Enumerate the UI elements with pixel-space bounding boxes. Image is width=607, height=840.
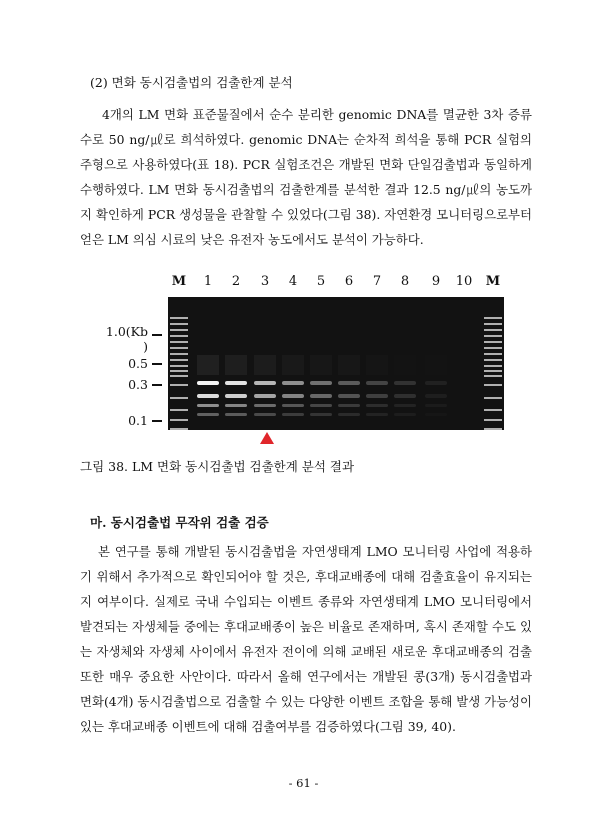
marker-left-band bbox=[170, 317, 188, 319]
lane-2-band bbox=[225, 404, 247, 407]
lane-3-band bbox=[254, 413, 276, 416]
lane-label-1: 1 bbox=[203, 274, 213, 289]
lane-7-band bbox=[366, 413, 388, 416]
marker-left-band bbox=[170, 323, 188, 325]
lane-8-band bbox=[394, 381, 416, 385]
lane-6-band bbox=[338, 404, 360, 407]
marker-right-band bbox=[484, 365, 502, 367]
lane-label-marker-left: M bbox=[171, 274, 187, 289]
lane-5-smear bbox=[310, 355, 332, 375]
lane-4-band bbox=[282, 381, 304, 385]
lane-9-smear bbox=[425, 355, 447, 375]
marker-right-band bbox=[484, 428, 502, 430]
size-tick-0-3 bbox=[152, 384, 162, 386]
lane-4-smear bbox=[282, 355, 304, 375]
lane-1-band bbox=[197, 413, 219, 416]
marker-left-band bbox=[170, 329, 188, 331]
gel-figure bbox=[100, 270, 520, 448]
subsection-heading: (2) 면화 동시검출법의 검출한계 분석 bbox=[90, 75, 293, 90]
lane-5-band bbox=[310, 404, 332, 407]
gel-image bbox=[168, 297, 504, 430]
lane-7-smear bbox=[366, 355, 388, 375]
lane-9-band bbox=[425, 394, 447, 398]
marker-left-band bbox=[170, 375, 188, 377]
lane-label-3: 3 bbox=[260, 274, 270, 289]
lane-2-band bbox=[225, 413, 247, 416]
size-tick-0-1 bbox=[152, 420, 162, 422]
lane-3-smear bbox=[254, 355, 276, 375]
lane-label-2: 2 bbox=[231, 274, 241, 289]
lane-2-smear bbox=[225, 355, 247, 375]
lane-7-band bbox=[366, 404, 388, 407]
size-tick-0-5 bbox=[152, 363, 162, 365]
lane-8-band bbox=[394, 404, 416, 407]
marker-right-band bbox=[484, 409, 502, 411]
detection-limit-marker-icon bbox=[259, 431, 275, 445]
marker-left-band bbox=[170, 353, 188, 355]
size-tick-1kb bbox=[152, 334, 162, 336]
lane-5-band bbox=[310, 394, 332, 398]
lane-5-band bbox=[310, 381, 332, 385]
size-label-0-3: 0.3 bbox=[128, 377, 148, 392]
marker-left-band bbox=[170, 365, 188, 367]
marker-right-band bbox=[484, 384, 502, 386]
lane-4-band bbox=[282, 394, 304, 398]
lane-8-band bbox=[394, 413, 416, 416]
marker-right-band bbox=[484, 317, 502, 319]
lane-label-8: 8 bbox=[400, 274, 410, 289]
size-label-1kb: 1.0(Kb ) bbox=[105, 324, 148, 354]
lane-label-5: 5 bbox=[316, 274, 326, 289]
marker-left-band bbox=[170, 335, 188, 337]
marker-right-band bbox=[484, 323, 502, 325]
size-label-0-1: 0.1 bbox=[128, 413, 148, 428]
lane-1-band bbox=[197, 394, 219, 398]
lane-3-band bbox=[254, 404, 276, 407]
figure-caption: 그림 38. LM 면화 동시검출법 검출한계 분석 결과 bbox=[80, 459, 355, 474]
marker-left-band bbox=[170, 370, 188, 372]
marker-right-band bbox=[484, 353, 502, 355]
lane-7-band bbox=[366, 394, 388, 398]
lane-8-band bbox=[394, 394, 416, 398]
marker-left-band bbox=[170, 409, 188, 411]
marker-right-band bbox=[484, 347, 502, 349]
lane-6-band bbox=[338, 413, 360, 416]
lane-1-smear bbox=[197, 355, 219, 375]
lane-6-band bbox=[338, 394, 360, 398]
page-number: - 61 - bbox=[288, 776, 319, 790]
lane-label-marker-right: M bbox=[485, 274, 501, 289]
marker-left-band bbox=[170, 384, 188, 386]
marker-left-band bbox=[170, 419, 188, 421]
lane-9-band bbox=[425, 413, 447, 416]
marker-right-band bbox=[484, 335, 502, 337]
lane-5-band bbox=[310, 413, 332, 416]
lane-label-4: 4 bbox=[288, 274, 298, 289]
lane-2-band bbox=[225, 394, 247, 398]
lane-3-band bbox=[254, 394, 276, 398]
marker-right-band bbox=[484, 397, 502, 399]
marker-right-band bbox=[484, 370, 502, 372]
paragraph-random-detection: 본 연구를 통해 개발된 동시검출법을 자연생태계 LMO 모니터링 사업에 적용하기 위해서 추가적으로 확인되어야 할 것은, 후대교배종에 대해 검출효율이 유지되는 지 여부이다. 실제로 국내 수입되는 이벤트 종류와 자연생태계 LMO 모니터링에서 발견되는 자생체들 중에는 후대교배종이 높은 비율로 존재하며, 혹시 존재할 수도 있는 자생체와 자생체 사이에서 유전자 전이에 의해 교배된 새로운 후대교배종의 검출 또한 매우 중요한 사안이다. 따라서 올해 연구에서는 개발된 콩(3개) 동시검출법과 면화(4개) 동시검출법으로 검출할 수 있는 다양한 이벤트 조합을 통해 발생 가능성이 있는 후대교배종 이벤트에 대해 검출여부를 검증하였다(그림 39, 40). bbox=[80, 544, 532, 734]
paragraph-detection-limit: 4개의 LM 면화 표준물질에서 순수 분리한 genomic DNA를 멸균한 3차 증류수로 50 ng/㎕로 희석하였다. genomic DNA는 순차적 희석을 통해 PCR 실험의 주형으로 사용하였다(표 18). PCR 실험조건은 개발된 면화 단일검출법과 동일하게 수행하였다. LM 면화 동시검출법의 검출한계를 분석한 결과 12.5 ng/㎕의 농도까지 확인하게 PCR 생성물을 관찰할 수 있었다(그림 38). 자연환경 모니터링으로부터 얻은 LM 의심 시료의 낮은 유전자 농도에서도 분석이 가능하다. bbox=[80, 107, 532, 247]
lane-6-band bbox=[338, 381, 360, 385]
marker-left-band bbox=[170, 347, 188, 349]
marker-left-band bbox=[170, 341, 188, 343]
lane-3-band bbox=[254, 381, 276, 385]
lane-8-smear bbox=[394, 355, 416, 375]
lane-4-band bbox=[282, 404, 304, 407]
marker-left-band bbox=[170, 428, 188, 430]
lane-label-6: 6 bbox=[344, 274, 354, 289]
section-heading: 마. 동시검출법 무작위 검출 검증 bbox=[90, 515, 269, 530]
lane-label-7: 7 bbox=[372, 274, 382, 289]
size-label-0-5: 0.5 bbox=[128, 356, 148, 371]
marker-right-band bbox=[484, 375, 502, 377]
lane-1-band bbox=[197, 404, 219, 407]
marker-right-band bbox=[484, 329, 502, 331]
lane-6-smear bbox=[338, 355, 360, 375]
marker-left-band bbox=[170, 397, 188, 399]
lane-7-band bbox=[366, 381, 388, 385]
lane-9-band bbox=[425, 404, 447, 407]
marker-right-band bbox=[484, 341, 502, 343]
lane-4-band bbox=[282, 413, 304, 416]
marker-left-band bbox=[170, 359, 188, 361]
marker-right-band bbox=[484, 359, 502, 361]
lane-9-band bbox=[425, 381, 447, 385]
lane-1-band bbox=[197, 381, 219, 385]
marker-right-band bbox=[484, 419, 502, 421]
lane-label-10: 10 bbox=[455, 274, 473, 289]
lane-2-band bbox=[225, 381, 247, 385]
lane-10-smear bbox=[453, 355, 475, 375]
lane-label-9: 9 bbox=[431, 274, 441, 289]
